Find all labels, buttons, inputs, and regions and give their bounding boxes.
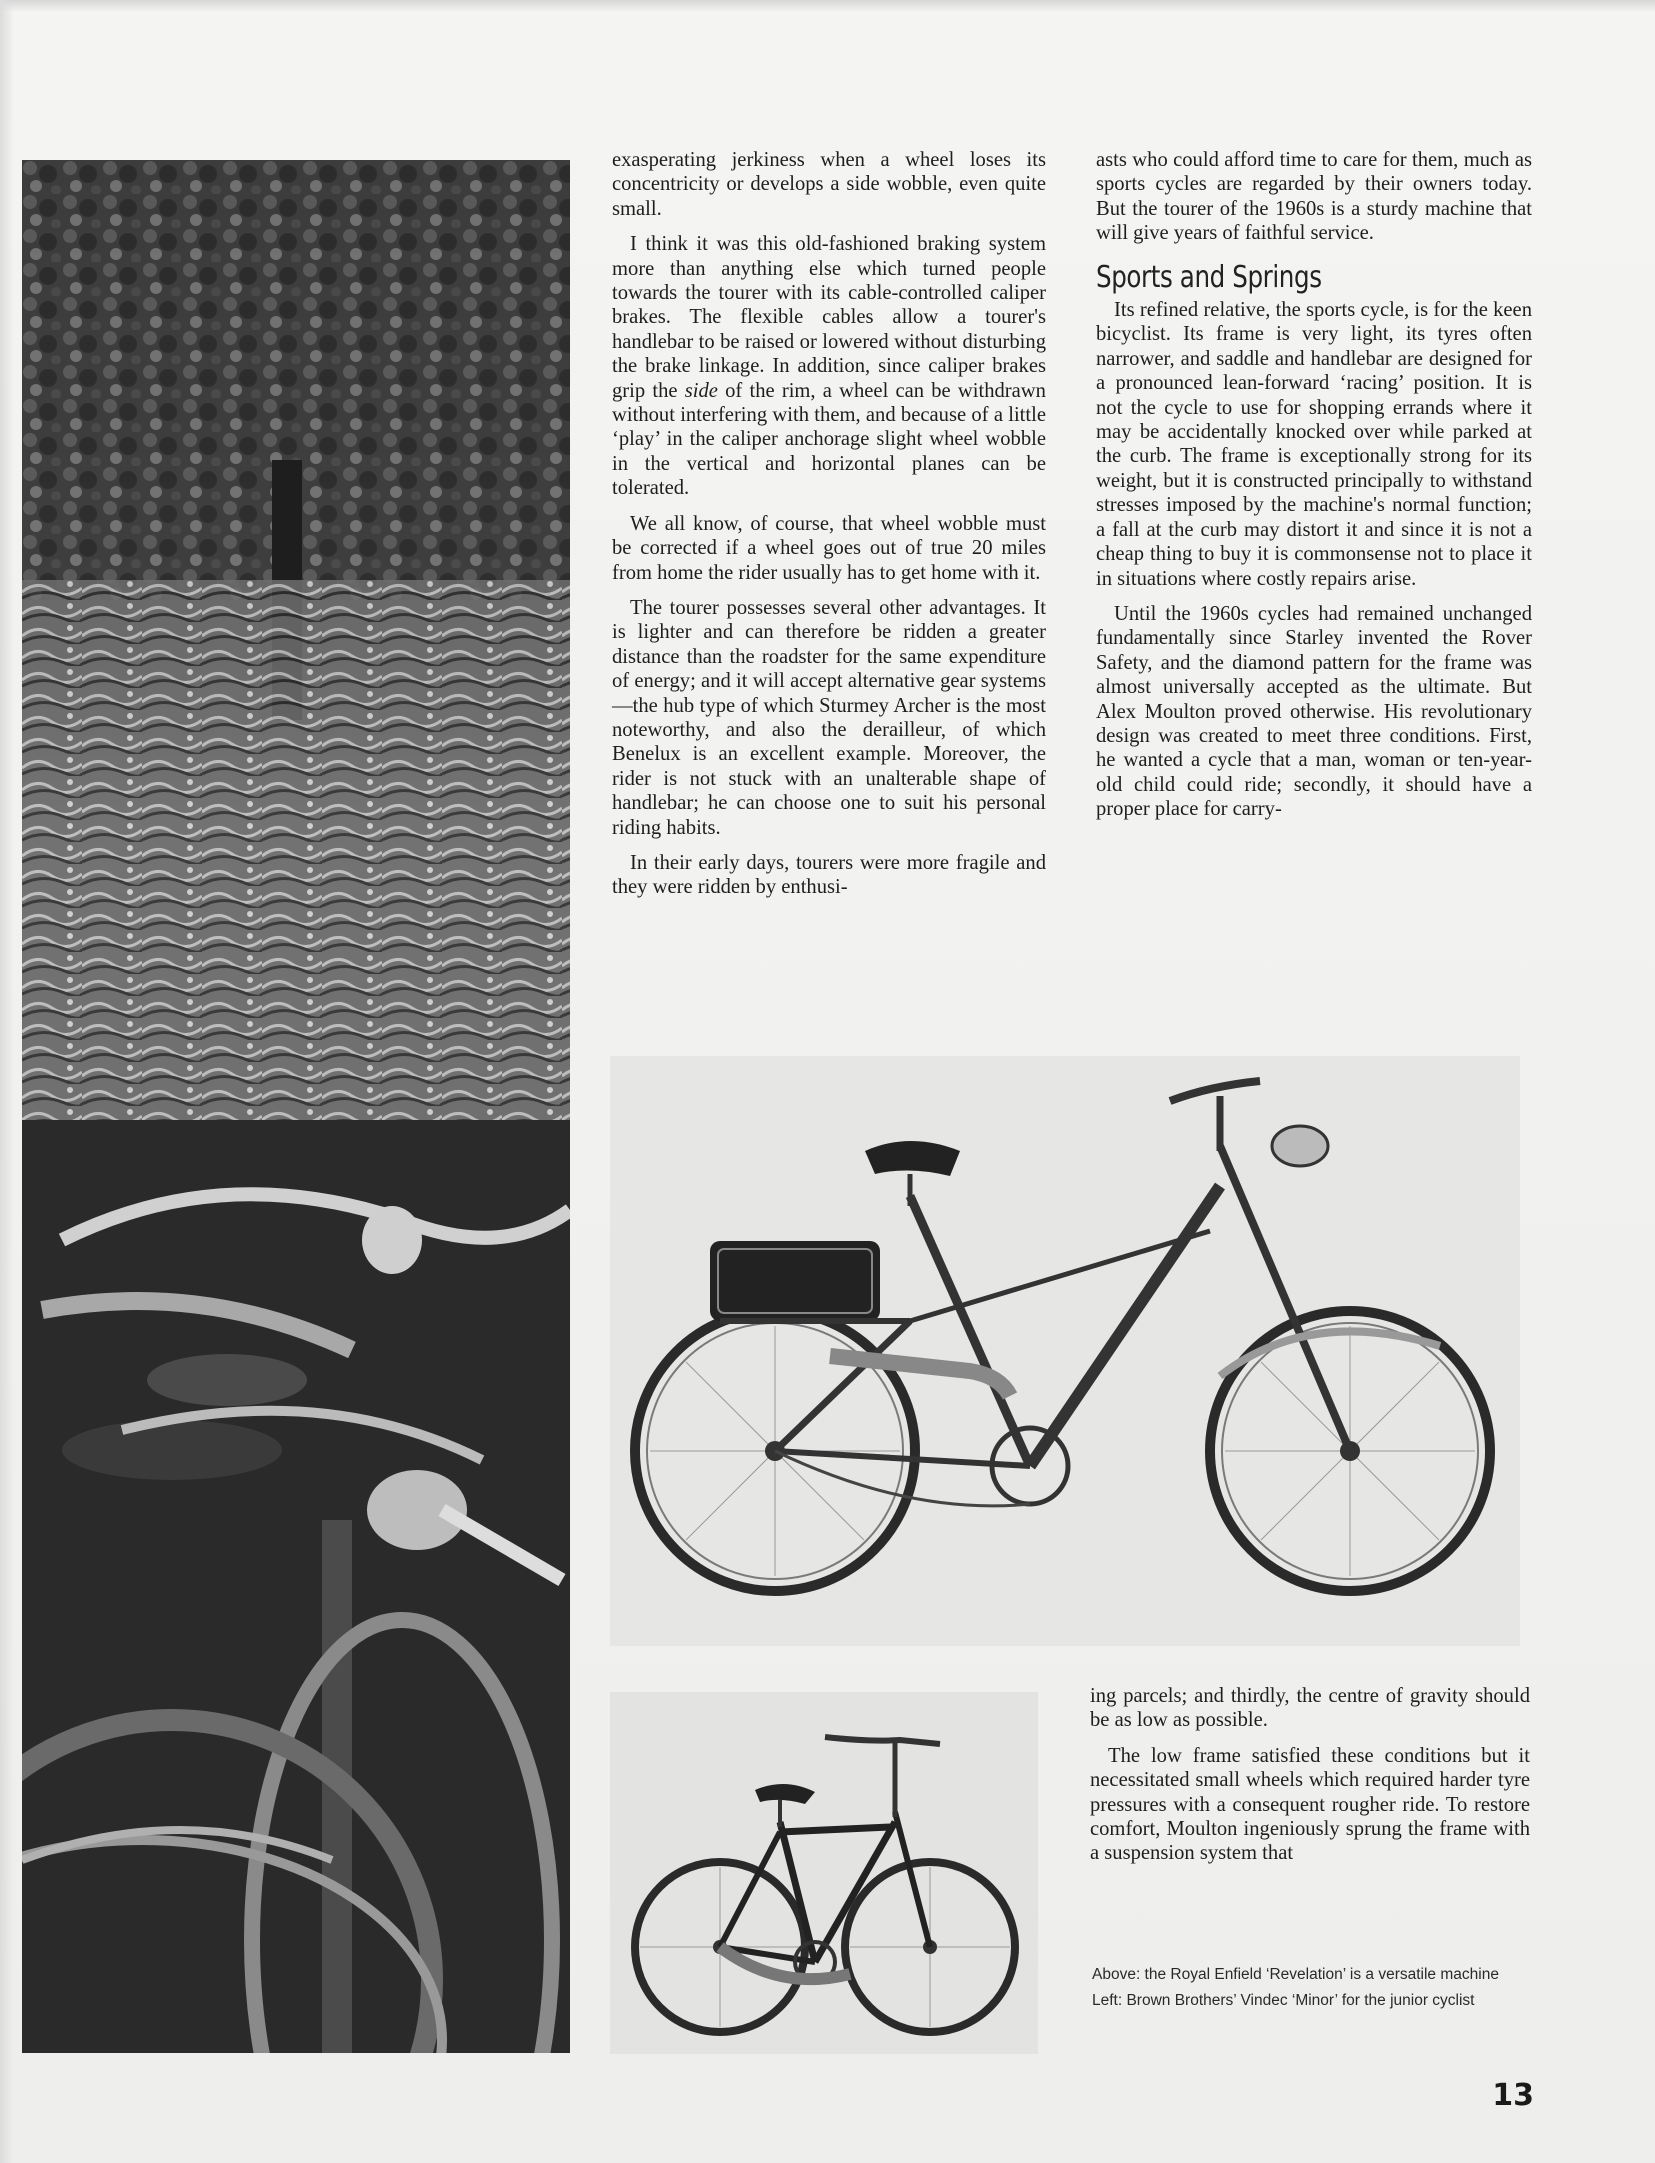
text-run: of the rim, a wheel can be withdrawn without interfering with them, and because of a little ‘play’ in the caliper anchorage slight wheel wobble in the vertical and horizontal planes can be tolerated. [612, 379, 1046, 500]
vindec-minor-photo [610, 1692, 1038, 2054]
caption-left: Left: Brown Brothers’ Vindec ‘Minor’ for the junior cyclist [1092, 1992, 1475, 2009]
paragraph: asts who could afford time to care for them, much as sports cycles are regarded by their owners today. But the tourer of the 1960s is a sturdy machine that will give years of faithful service. [1096, 149, 1532, 245]
page-number: 13 [1492, 2078, 1534, 2113]
article-column-1 [612, 148, 1046, 911]
parked-bicycles-photo [22, 160, 570, 2053]
royal-enfield-revelation-photo [610, 1056, 1520, 1646]
text-run: I think it was this old-fashioned braking system more than anything else which turned people towards the tourer with its cable-controlled caliper brakes. The flexible cables allow a tourer's handlebar to be raised or lowered without disturbing the brake linkage. In addition, since caliper brakes grip the [612, 233, 1046, 402]
paragraph: The tourer possesses several other advantages. It is lighter and can therefore be ridden a greater distance than the roadster for the same expenditure of energy; and it will accept alternative gear systems —the hub type of which Sturmey Archer is the most noteworthy, and also the derailleur, of which Benelux is an excellent example. Moreover, the rider is not stuck with an unalterable shape of handlebar; he can choose one to suit his personal riding habits. [612, 596, 1046, 839]
emphasis-side: side [684, 379, 718, 402]
paragraph: We all know, of course, that wheel wobble must be corrected if a wheel goes out of true 20 miles from home the rider usually has to get home with it. [612, 512, 1046, 584]
junior-bicycle-image [610, 1692, 1038, 2054]
caption-above: Above: the Royal Enfield ‘Revelation’ is a versatile machine [1092, 1966, 1499, 1983]
article-column-2 [1096, 148, 1532, 833]
paragraph: ing parcels; and thirdly, the centre of gravity should be as low as possible. [1090, 1685, 1530, 1732]
bicycle-with-carrier-image [610, 1056, 1520, 1646]
paragraph: The low frame satisfied these conditions but it necessitated small wheels which required harder tyre pressures with a consequent rougher ride. To restore comfort, Moulton ingeniously sprung the frame with a suspension system that [1090, 1744, 1530, 1865]
paragraph: In their early days, tourers were more fragile and they were ridden by enthusi- [612, 851, 1046, 899]
parked-bicycles-image [22, 160, 570, 2053]
page-left-shadow [0, 0, 14, 2163]
article-column-3 [1090, 1684, 1530, 1877]
section-heading: Sports and Springs [1096, 259, 1322, 295]
paragraph: Until the 1960s cycles had remained unchanged fundamentally since Starley invented the Rover Safety, and the diamond pattern for the frame was almost universally accepted as the ultimate. But Alex Moulton proved otherwise. His revolutionary design was created to meet three conditions. First, he wanted a cycle that a man, woman or ten-year-old child could ride; secondly, it should have a proper place for carry- [1096, 602, 1532, 821]
page-top-shadow [0, 0, 1655, 12]
paragraph: exasperating jerkiness when a wheel loses its concentricity or develops a side wobble, even quite small. [612, 149, 1046, 220]
paragraph: Its refined relative, the sports cycle, is for the keen bicyclist. Its frame is very light, its tyres often narrower, and saddle and handlebar are designed for a pronounced lean-forward ‘racing’ position. It is not the cycle to use for shopping errands where it may be accidentally knocked over while parked at the curb. The frame is exceptionally strong for its weight, but it is constructed principally to withstand stresses imposed by the machine's normal function; a fall at the curb may distort it and since it is not a cheap thing to buy it is commonsense not to place it in situations where costly repairs arise. [1096, 299, 1532, 590]
paragraph-braking [612, 232, 1046, 500]
photo-captions [1092, 1966, 1532, 2018]
